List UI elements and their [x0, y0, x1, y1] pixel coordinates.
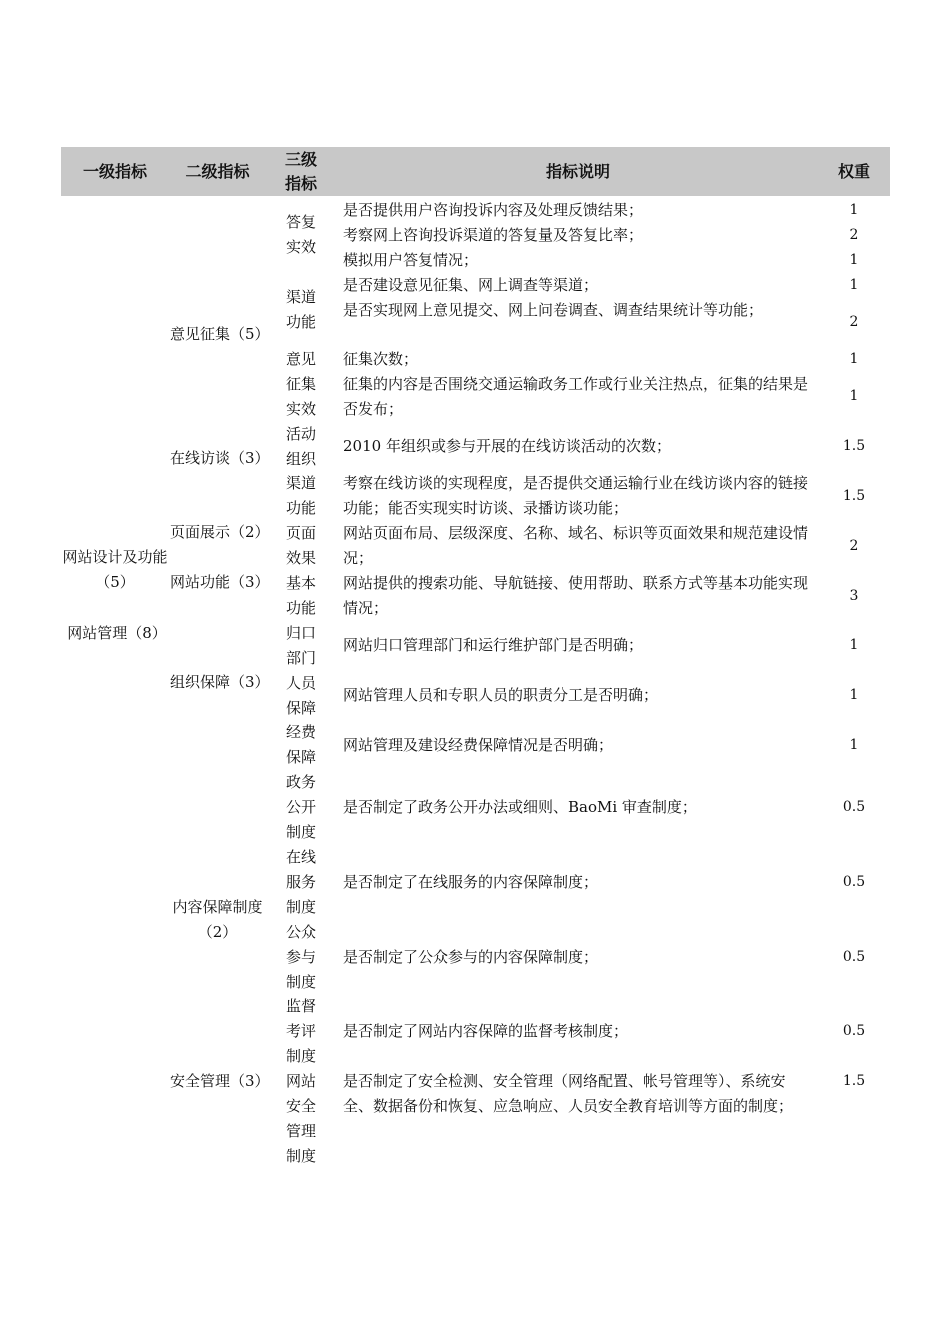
description-cell: 征集的内容是否围绕交通运输政务工作或行业关注热点，征集的结果是否发布；	[343, 375, 809, 418]
level3-cell: 答复实效	[285, 213, 316, 256]
weight-cell: 1	[849, 351, 859, 367]
level3-cell: 网站安全管理制度	[285, 1072, 316, 1165]
weight-cell: 3	[849, 588, 859, 604]
level3-cell: 基本功能	[285, 574, 316, 617]
weight-cell: 1	[849, 687, 859, 703]
weight-cell: 1.5	[842, 1073, 866, 1089]
weight-cell: 1.5	[842, 438, 866, 454]
level2-cell: 意见征集（5）	[170, 325, 270, 343]
level3-cell: 渠道功能	[285, 288, 316, 331]
weight-cell: 0.5	[842, 1023, 866, 1039]
description-cell: 网站提供的搜索功能、导航链接、使用帮助、联系方式等基本功能实现情况；	[343, 574, 809, 617]
description-cell: 网站页面布局、层级深度、名称、域名、标识等页面效果和规范建设情况；	[343, 524, 809, 567]
level3-cell: 意见征集实效	[285, 350, 316, 418]
description-cell: 是否制定了在线服务的内容保障制度；	[343, 873, 599, 891]
level3-cell: 页面效果	[285, 524, 316, 567]
level2-cell: 内容保障制度（2）	[172, 898, 263, 941]
header-level2: 二级指标	[185, 161, 250, 181]
level3-cell: 活动组织	[285, 425, 316, 468]
weight-cell: 2	[849, 314, 859, 330]
weight-cell: 1	[849, 637, 859, 653]
level3-cell: 渠道功能	[285, 474, 316, 517]
level3-cell: 公众参与制度	[285, 923, 316, 991]
level3-cell: 政务公开制度	[285, 773, 316, 841]
description-cell: 网站管理人员和专职人员的职责分工是否明确；	[343, 686, 659, 704]
level2-cell: 页面展示（2）	[170, 523, 270, 541]
description-cell: 是否制定了网站内容保障的监督考核制度；	[343, 1022, 629, 1040]
level2-cell: 安全管理（3）	[170, 1072, 270, 1090]
level3-cell: 经费保障	[285, 723, 316, 766]
description-cell: 模拟用户答复情况；	[343, 251, 479, 269]
level2-cell: 网站功能（3）	[170, 573, 270, 591]
header-level1: 一级指标	[82, 161, 147, 181]
description-cell: 是否提供用户咨询投诉内容及处理反馈结果；	[343, 201, 644, 219]
description-cell: 是否实现网上意见提交、网上问卷调查、调查结果统计等功能；	[343, 301, 764, 319]
description-cell: 网站归口管理部门和运行维护部门是否明确；	[343, 636, 644, 654]
level3-cell: 在线服务制度	[285, 848, 316, 916]
description-cell: 是否制定了政务公开办法或细则、BaoMi 审查制度；	[343, 798, 697, 816]
weight-cell: 1	[849, 277, 859, 293]
description-cell: 2010 年组织或参与开展的在线访谈活动的次数；	[343, 437, 671, 455]
level2-cell: 组织保障（3）	[170, 673, 270, 691]
description-cell: 网站管理及建设经费保障情况是否明确；	[343, 736, 614, 754]
weight-cell: 2	[849, 538, 859, 554]
level1-cell: 网站管理（8）	[67, 624, 167, 642]
description-cell: 考察网上咨询投诉渠道的答复量及答复比率；	[343, 226, 644, 244]
level2-cell: 在线访谈（3）	[170, 449, 270, 467]
weight-cell: 1	[849, 202, 859, 218]
header-level3: 三级指标	[284, 149, 317, 193]
header-description: 指标说明	[545, 161, 610, 181]
weight-cell: 0.5	[842, 949, 866, 965]
weight-cell: 1.5	[842, 488, 866, 504]
weight-cell: 1	[849, 388, 859, 404]
level3-cell: 监督考评制度	[285, 997, 316, 1065]
table-header	[61, 147, 890, 196]
description-cell: 是否建设意见征集、网上调查等渠道；	[343, 276, 599, 294]
weight-cell: 1	[849, 737, 859, 753]
description-cell: 是否制定了公众参与的内容保障制度；	[343, 948, 599, 966]
header-weight: 权重	[837, 161, 870, 181]
level3-cell: 人员保障	[285, 674, 316, 717]
weight-cell: 1	[849, 252, 859, 268]
level1-cell: 网站设计及功能（5）	[62, 548, 168, 591]
description-cell: 征集次数；	[343, 350, 419, 368]
level3-cell: 归口部门	[285, 624, 316, 667]
weight-cell: 2	[849, 227, 859, 243]
description-cell: 是否制定了安全检测、安全管理（网络配置、帐号管理等）、系统安全、数据备份和恢复、应急响应、人员安全教育培训等方面的制度；	[343, 1072, 794, 1115]
weight-cell: 0.5	[842, 799, 866, 815]
weight-cell: 0.5	[842, 874, 866, 890]
description-cell: 考察在线访谈的实现程度，是否提供交通运输行业在线访谈内容的链接功能；能否实现实时访谈、录播访谈功能；	[343, 474, 809, 517]
